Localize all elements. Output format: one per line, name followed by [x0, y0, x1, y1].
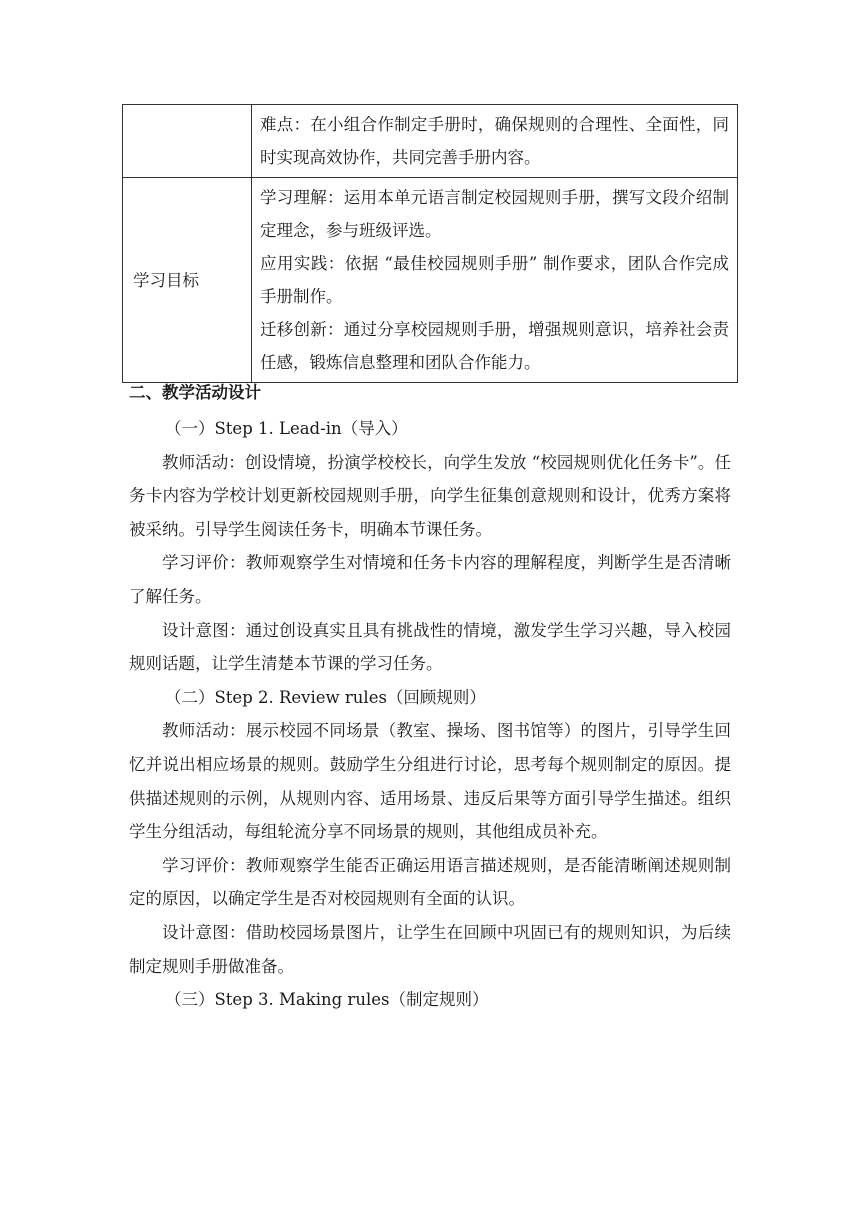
- teacher-activity-paragraph: 教师活动：创设情境，扮演学校校长，向学生发放 “校园规则优化任务卡”。任务卡内容为学校计划更新校园规则手册，向学生征集创意规则和设计，优秀方案将被采纳。引导学生阅读任务卡，明确本节课任务。: [129, 452, 731, 539]
- design-intent-paragraph: 设计意图：借助校园场景图片，让学生在回顾中巩固已有的规则知识，为后续制定规则手册做准备。: [129, 922, 731, 976]
- table-row: [123, 105, 738, 178]
- goal-innovation: 迁移创新：通过分享校园规则手册，增强规则意识，培养社会责任感，锻炼信息整理和团队合作能力。: [260, 320, 729, 372]
- difficulty-cell: [252, 105, 738, 178]
- goal-practice: 应用实践：依据 “最佳校园规则手册” 制作要求，团队合作完成手册制作。: [260, 254, 729, 306]
- design-intent-paragraph: 设计意图：通过创设真实且具有挑战性的情境，激发学生学习兴趣，导入校园规则话题，让学生清楚本节课的学习任务。: [129, 620, 731, 674]
- difficulty-text: 难点：在小组合作制定手册时，确保规则的合理性、全面性，同时实现高效协作，共同完善手册内容。: [260, 115, 729, 167]
- section-title: 二、教学活动设计: [129, 383, 261, 402]
- goals-cell: [252, 178, 738, 383]
- table-row-label: [123, 105, 252, 178]
- activity-design-body: [129, 412, 731, 1017]
- goal-understanding: 学习理解：运用本单元语言制定校园规则手册，撰写文段介绍制定理念，参与班级评选。: [260, 188, 729, 240]
- teacher-activity-paragraph: 教师活动：展示校园不同场景（教室、操场、图书馆等）的图片，引导学生回忆并说出相应场景的规则。鼓励学生分组进行讨论，思考每个规则制定的原因。提供描述规则的示例，从规则内容、适用场景、违反后果等方面引导学生描述。组织学生分组活动，每组轮流分享不同场景的规则，其他组成员补充。: [129, 721, 731, 842]
- table-row-label: 学习目标: [123, 178, 252, 383]
- learning-goals-table: [122, 104, 738, 383]
- table-row: [123, 178, 738, 383]
- evaluation-paragraph: 学习评价：教师观察学生能否正确运用语言描述规则，是否能清晰阐述规则制定的原因，以确定学生是否对校园规则有全面的认识。: [129, 855, 731, 909]
- evaluation-paragraph: 学习评价：教师观察学生对情境和任务卡内容的理解程度，判断学生是否清晰了解任务。: [129, 553, 731, 606]
- step-heading: （三）Step 3. Making rules（制定规则）: [165, 990, 489, 1010]
- step-heading: （一）Step 1. Lead-in（导入）: [165, 419, 408, 438]
- step-heading: （二）Step 2. Review rules（回顾规则）: [165, 687, 486, 707]
